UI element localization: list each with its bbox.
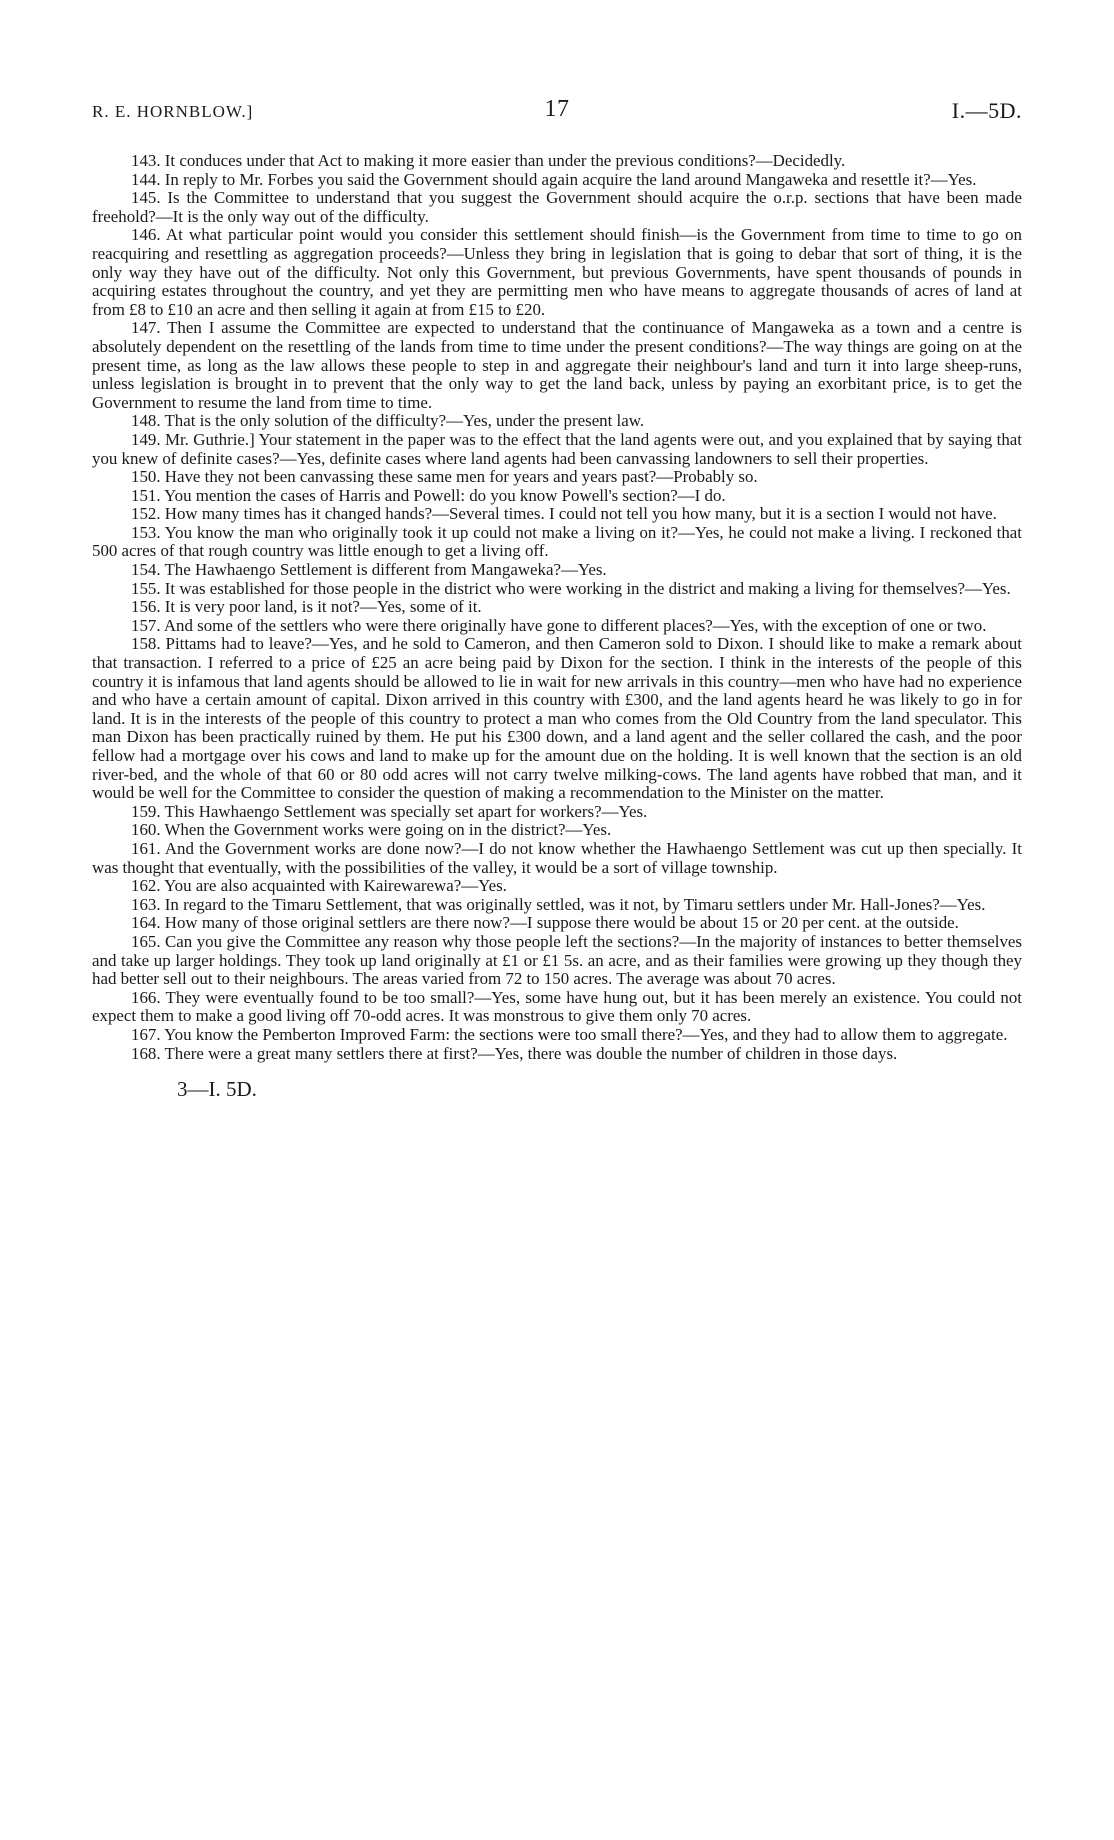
- question-146: 146. At what particular point would you consider this settlement should finish—is the Government from time to time to go on reacquiring and resettling as aggregation proceeds?—Unless they bring in legislation that is going to debar that sort of thing, it is the only way they have out of the difficulty. Not only this Government, but previous Governments, have spent thousands of pounds in acquiring estates throughout the country, and yet they are permitting men who have means to aggregate thousands of acres of land at from £8 to £10 an acre and then selling it again at from £15 to £20.: [92, 225, 1022, 319]
- question-161: 161. And the Government works are done now?—I do not know whether the Hawhaengo Settlement was cut up then specially. It was thought that eventually, with the possibilities of the valley, it would be a sort of village township.: [92, 838, 1022, 877]
- question-144: 144. In reply to Mr. Forbes you said the Government should again acquire the land around Mangaweka and resettle it?—Yes.: [131, 169, 977, 189]
- question-165: 165. Can you give the Committee any reason why those people left the sections?—In the majority of instances to better themselves and take up larger holdings. They took up land originally at £1 or £1 5s. an acre, and as their families were growing up they though they had better sell out to their neighbours. The areas varied from 72 to 150 acres. The average was about 70 acres.: [92, 931, 1022, 989]
- question-163: 163. In regard to the Timaru Settlement, that was originally settled, was it not, by Timaru settlers under Mr. Hall-Jones?—Yes.: [131, 894, 986, 914]
- question-167: 167. You know the Pemberton Improved Farm: the sections were too small there?—Yes, and they had to allow them to aggregate.: [131, 1024, 1008, 1044]
- question-150: 150. Have they not been canvassing these same men for years and years past?—Probably so.: [131, 467, 758, 487]
- question-162: 162. You are also acquainted with Kairewarewa?—Yes.: [131, 876, 507, 896]
- question-147: 147. Then I assume the Committee are expected to understand that the continuance of Mangaweka as a town and a centre is absolutely dependent on the resettling of the lands from time to time under the present conditions?—The way things are going on at the present time, as long as the law allows these people to step in and aggregate their neighbour's land and turn it into large sheep-runs, unless legislation is brought in to prevent that the only way to get the land back, unless by paying an exorbitant price, is to get the Government to resume the land from time to time.: [92, 318, 1022, 412]
- question-148: 148. That is the only solution of the difficulty?—Yes, under the present law.: [131, 411, 645, 431]
- paper-reference: I.—5D.: [951, 98, 1022, 123]
- document-page: [92, 96, 1022, 1102]
- running-head: [92, 96, 1022, 130]
- question-164: 164. How many of those original settlers are there now?—I suppose there would be about 15 or 20 per cent. at the outside.: [131, 913, 959, 933]
- question-157: 157. And some of the settlers who were there originally have gone to different places?—Yes, with the exception of one or two.: [131, 615, 987, 635]
- question-156: 156. It is very poor land, is it not?—Yes, some of it.: [131, 597, 482, 617]
- question-153: 153. You know the man who originally took it up could not make a living on it?—Yes, he could not make a living. I reckoned that 500 acres of that rough country was little enough to get a living off.: [92, 522, 1022, 561]
- question-149: 149. Mr. Guthrie.] Your statement in the paper was to the effect that the land agents were out, and you explained that by saying that you knew of definite cases?—Yes, definite cases where land agents had been canvassing landowners to sell their properties.: [92, 429, 1022, 468]
- question-158: 158. Pittams had to leave?—Yes, and he sold to Cameron, and then Cameron sold to Dixon. I should like to make a remark about that transaction. I referred to a price of £25 an acre being paid by Dixon for the section. I think in the interests of the people of this country it is infamous that land agents should be allowed to lie in wait for new arrivals in this country—men who have had no experience and who have a certain amount of capital. Dixon arrived in this country with £300, and the land agents heard he was likely to go in for land. It is in the interests of the people of this country to protect a man who comes from the Old Country from the land speculator. This man Dixon has been practically ruined by them. He put his £300 down, and a land agent and the seller collared the cash, and the poor fellow had a mortgage over his cows and land to make up for the amount due on the holding. It is well known that the section is an old river-bed, and the whole of that 60 or 80 odd acres will not carry twelve milking-cows. The land agents have robbed that man, and it would be well for the Committee to consider the question of making a recommendation to the Minister on the matter.: [92, 634, 1022, 803]
- question-151: 151. You mention the cases of Harris and Powell: do you know Powell's section?—I do.: [131, 485, 726, 505]
- signature-mark: 3—I. 5D.: [177, 1077, 257, 1102]
- question-160: 160. When the Government works were going on in the district?—Yes.: [131, 820, 612, 840]
- question-159: 159. This Hawhaengo Settlement was specially set apart for workers?—Yes.: [131, 801, 648, 821]
- question-145: 145. Is the Committee to understand that you suggest the Government should acquire the o.r.p. sections that have been made freehold?—It is the only way out of the difficulty.: [92, 188, 1022, 226]
- question-152: 152. How many times has it changed hands?—Several times. I could not tell you how many, but it is a section I would not have.: [131, 504, 997, 524]
- question-143: 143. It conduces under that Act to making it more easier than under the previous conditions?—Decidedly.: [131, 151, 846, 170]
- question-168: 168. There were a great many settlers there at first?—Yes, there was double the number of children in those days.: [131, 1043, 898, 1063]
- evidence-body: [92, 152, 1022, 1063]
- page-number: 17: [544, 96, 570, 122]
- question-166: 166. They were eventually found to be too small?—Yes, some have hung out, but it has been merely an existence. You could not expect them to make a good living off 70-odd acres. It was monstrous to give them only 70 acres.: [92, 987, 1022, 1026]
- witness-name: R. E. HORNBLOW.]: [92, 102, 254, 121]
- question-155: 155. It was established for those people in the district who were working in the district and making a living for themselves?—Yes.: [131, 578, 1011, 598]
- question-154: 154. The Hawhaengo Settlement is different from Mangaweka?—Yes.: [131, 560, 607, 580]
